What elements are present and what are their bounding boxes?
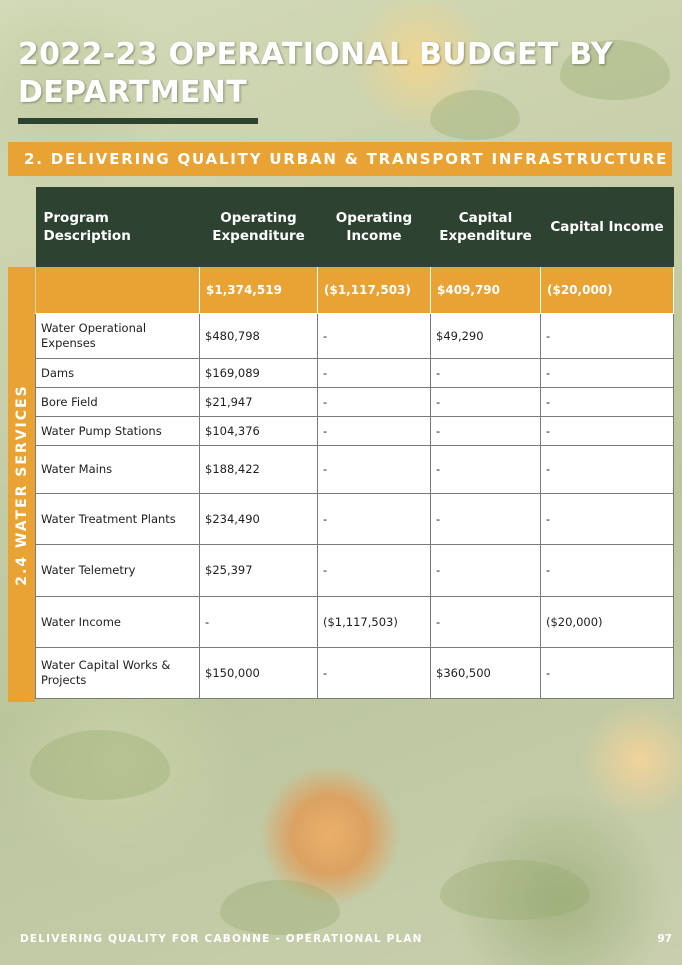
totals-operating-income: ($1,117,503) [318, 267, 431, 314]
cell-capital-income: - [541, 446, 674, 494]
table-row [36, 417, 674, 446]
cell-capital-income: - [541, 417, 674, 446]
cell-program: Dams [36, 359, 200, 388]
cell-program: Water Mains [36, 446, 200, 494]
cell-operating-expenditure: $480,798 [200, 314, 318, 359]
cell-capital-expenditure: - [431, 597, 541, 648]
background-leaf [30, 730, 170, 800]
cell-capital-expenditure: - [431, 417, 541, 446]
cell-operating-expenditure: $25,397 [200, 545, 318, 597]
cell-operating-expenditure: $234,490 [200, 494, 318, 545]
cell-capital-income: - [541, 359, 674, 388]
header-capital-expenditure: Capital Expenditure [431, 187, 541, 267]
cell-operating-income: - [318, 494, 431, 545]
cell-capital-expenditure: $360,500 [431, 648, 541, 699]
cell-operating-expenditure: $188,422 [200, 446, 318, 494]
table-header-row [36, 187, 674, 267]
totals-program [36, 267, 200, 314]
budget-table [35, 187, 674, 699]
cell-operating-income: - [318, 446, 431, 494]
cell-operating-expenditure: $21,947 [200, 388, 318, 417]
cell-program: Bore Field [36, 388, 200, 417]
cell-operating-income: - [318, 359, 431, 388]
cell-capital-expenditure: $49,290 [431, 314, 541, 359]
footer-text: DELIVERING QUALITY FOR CABONNE - OPERATIONAL PLAN [20, 933, 423, 945]
page-title: 2022-23 OPERATIONAL BUDGET BY DEPARTMENT [18, 37, 613, 110]
cell-capital-income: - [541, 494, 674, 545]
cell-operating-income: - [318, 545, 431, 597]
cell-capital-expenditure: - [431, 388, 541, 417]
cell-program: Water Operational Expenses [36, 314, 200, 359]
side-label: 2.4 WATER SERVICES [13, 383, 30, 586]
cell-capital-expenditure: - [431, 545, 541, 597]
table-row [36, 388, 674, 417]
table-row [36, 446, 674, 494]
header-program-description: Program Description [36, 187, 200, 267]
cell-operating-income: - [318, 648, 431, 699]
totals-capital-income: ($20,000) [541, 267, 674, 314]
totals-operating-expenditure: $1,374,519 [200, 267, 318, 314]
cell-operating-expenditure: $104,376 [200, 417, 318, 446]
cell-operating-income: - [318, 388, 431, 417]
table-row [36, 359, 674, 388]
table-row [36, 545, 674, 597]
title-underline [18, 118, 258, 124]
cell-capital-expenditure: - [431, 446, 541, 494]
cell-operating-expenditure: - [200, 597, 318, 648]
cell-program: Water Pump Stations [36, 417, 200, 446]
table-row [36, 314, 674, 359]
cell-program: Water Capital Works & Projects [36, 648, 200, 699]
section-banner: 2. DELIVERING QUALITY URBAN & TRANSPORT INFRASTRUCTURE [8, 142, 672, 176]
cell-operating-income: - [318, 417, 431, 446]
header-operating-expenditure: Operating Expenditure [200, 187, 318, 267]
totals-capital-expenditure: $409,790 [431, 267, 541, 314]
side-label-bar [8, 267, 35, 702]
cell-program: Water Treatment Plants [36, 494, 200, 545]
cell-operating-expenditure: $169,089 [200, 359, 318, 388]
totals-row [36, 267, 674, 314]
cell-capital-income: - [541, 648, 674, 699]
cell-operating-expenditure: $150,000 [200, 648, 318, 699]
cell-capital-income: ($20,000) [541, 597, 674, 648]
cell-operating-income: ($1,117,503) [318, 597, 431, 648]
header-operating-income: Operating Income [318, 187, 431, 267]
table-row [36, 597, 674, 648]
background-leaf [220, 880, 340, 935]
cell-capital-income: - [541, 388, 674, 417]
cell-capital-expenditure: - [431, 494, 541, 545]
table-row [36, 494, 674, 545]
table-row [36, 648, 674, 699]
cell-program: Water Telemetry [36, 545, 200, 597]
cell-capital-income: - [541, 545, 674, 597]
header-capital-income: Capital Income [541, 187, 674, 267]
cell-capital-expenditure: - [431, 359, 541, 388]
cell-operating-income: - [318, 314, 431, 359]
background-leaf [440, 860, 590, 920]
cell-capital-income: - [541, 314, 674, 359]
cell-program: Water Income [36, 597, 200, 648]
page-number: 97 [657, 933, 672, 945]
